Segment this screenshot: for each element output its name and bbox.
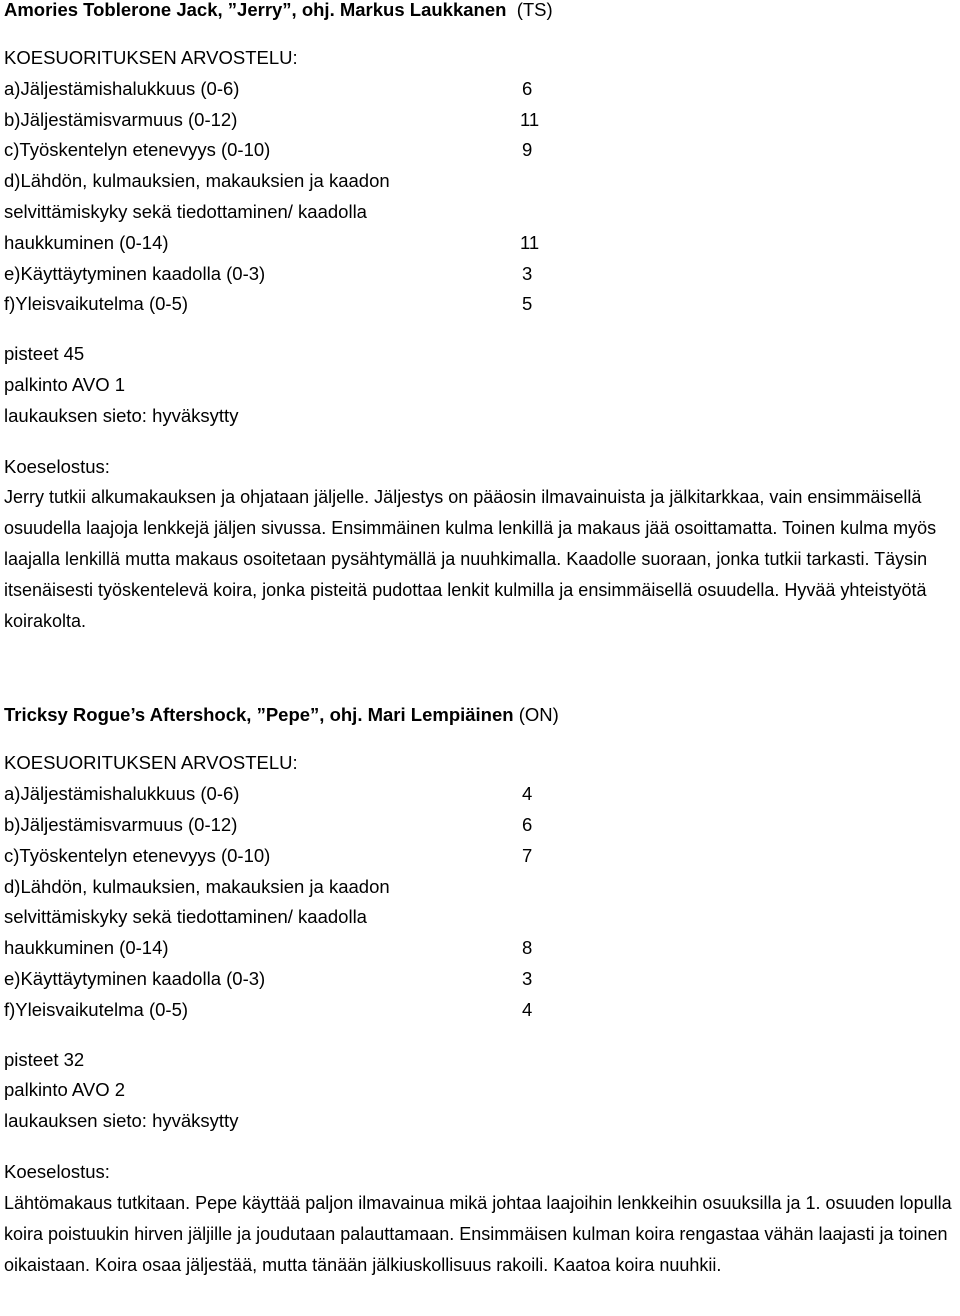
entry-title-region: (ON) [518, 704, 559, 726]
entry-title [4, 703, 958, 727]
criterion-label-line: d)Lähdön, kulmauksien, makauksien ja kaadon [4, 875, 390, 897]
criterion-row-d-final [4, 228, 958, 259]
entry-title-dog-handler: Amories Toblerone Jack, ”Jerry”, ohj. [4, 0, 335, 20]
criterion-label: e)Käyttäytyminen kaadolla (0-3) [4, 967, 266, 989]
criterion-row-e [4, 259, 958, 290]
criterion-label: e)Käyttäytyminen kaadolla (0-3) [4, 262, 266, 284]
criterion-row-c [4, 135, 958, 166]
criterion-label: b)Jäljestämisvarmuus (0-12) [4, 108, 238, 130]
criterion-label: c)Työskentelyn etenevyys (0-10) [4, 139, 271, 161]
criterion-label-line: selvittämiskyky sekä tiedottaminen/ kaadolla [4, 906, 367, 928]
criterion-label-line: d)Lähdön, kulmauksien, makauksien ja kaadon [4, 170, 390, 192]
criterion-value: 8 [522, 937, 533, 959]
entry-title-dog-handler: Tricksy Rogue’s Aftershock, ”Pepe”, ohj. Mari Lempiäinen [4, 704, 514, 726]
evaluation-heading: KOESUORITUKSEN ARVOSTELU: [4, 752, 298, 774]
criterion-label: a)Jäljestämishalukkuus (0-6) [4, 77, 240, 99]
prize-class: palkinto AVO 2 [4, 1079, 126, 1101]
evaluation-heading: KOESUORITUKSEN ARVOSTELU: [4, 47, 298, 68]
document-page [4, 0, 958, 1281]
criterion-value: 5 [522, 293, 533, 315]
result-summary [4, 339, 958, 431]
prize-class: palkinto AVO 1 [4, 373, 126, 395]
dog-entry-1 [4, 0, 958, 637]
dog-entry-2 [4, 703, 958, 1280]
judge-notes: Jerry tutkii alkumakauksen ja ohjataan jäljelle. Jäljestys on pääosin ilmavainuista ja jälkitarkkaa, vain ensimmäisellä osuudella laajoja lenkkejä jäljen sivussa. Ensimmäinen kulma lenkillä ja makaus jää osoittamatta. Toinen kulma myös laajalla lenkillä mutta makaus osoitetaan pysähtymällä ja nuuhkimalla. Kaadolle suoraan, jonka tutkii tarkasti. Täysin itsenäisesti työskentelevä koira, jonka pisteitä pudottaa lenkit kulmilla ja ensimmäisellä osuudella. Hyvää yhteistyötä koirakolta. [4, 487, 937, 632]
result-summary [4, 1045, 958, 1137]
shot-tolerance: laukauksen sieto: hyväksytty [4, 404, 239, 426]
criterion-value: 4 [522, 998, 533, 1020]
criterion-row-d [4, 166, 958, 258]
criterion-row-d-final [4, 933, 958, 964]
criterion-label: c)Työskentelyn etenevyys (0-10) [4, 844, 271, 866]
criterion-value: 3 [522, 262, 533, 284]
criterion-label: a)Jäljestämishalukkuus (0-6) [4, 783, 240, 805]
points-total: pisteet 45 [4, 343, 85, 365]
criterion-row-b [4, 105, 958, 136]
criterion-row-a [4, 74, 958, 105]
criterion-row-f [4, 289, 958, 320]
criterion-label: f)Yleisvaikutelma (0-5) [4, 998, 189, 1020]
criterion-value: 7 [522, 844, 533, 866]
entry-title-region: (TS) [516, 0, 553, 20]
criterion-row-c [4, 841, 958, 872]
criterion-row-a [4, 779, 958, 810]
notes-heading: Koeselostus: [4, 455, 110, 477]
criterion-row-b [4, 810, 958, 841]
criterion-value: 3 [522, 967, 533, 989]
criterion-label: b)Jäljestämisvarmuus (0-12) [4, 813, 238, 835]
shot-tolerance: laukauksen sieto: hyväksytty [4, 1110, 239, 1132]
criterion-value: 6 [522, 77, 533, 99]
entry-title-handler-rest: Markus Laukkanen [334, 0, 507, 20]
criterion-value: 9 [522, 139, 533, 161]
criterion-label-line: selvittämiskyky sekä tiedottaminen/ kaadolla [4, 200, 367, 222]
points-total: pisteet 32 [4, 1048, 85, 1070]
criterion-value: 11 [520, 231, 540, 253]
criterion-label: f)Yleisvaikutelma (0-5) [4, 293, 189, 315]
judge-notes: Lähtömakaus tutkitaan. Pepe käyttää paljon ilmavainua mikä johtaa laajoihin lenkkeihin osuuksilla ja 1. osuuden lopulla koira poistuukin hirven jäljille ja joudutaan palauttamaan. Ensimmäisen kulman koira rengastaa vähän laajasti ja toinen oikaistaan. Koira osaa jäljestää, mutta tänään jälkiuskollisuus rakoili. Kaatoa koira nuuhkii. [4, 1192, 952, 1275]
criterion-label-line: haukkuminen (0-14) [4, 231, 169, 253]
criterion-value: 6 [522, 813, 533, 835]
criterion-row-f [4, 995, 958, 1026]
entry-title [4, 0, 958, 22]
notes-heading: Koeselostus: [4, 1160, 110, 1182]
criterion-label-line: haukkuminen (0-14) [4, 937, 169, 959]
criterion-row-d [4, 872, 958, 964]
criterion-row-e [4, 964, 958, 995]
criterion-value: 11 [520, 108, 540, 130]
criterion-value: 4 [522, 783, 533, 805]
